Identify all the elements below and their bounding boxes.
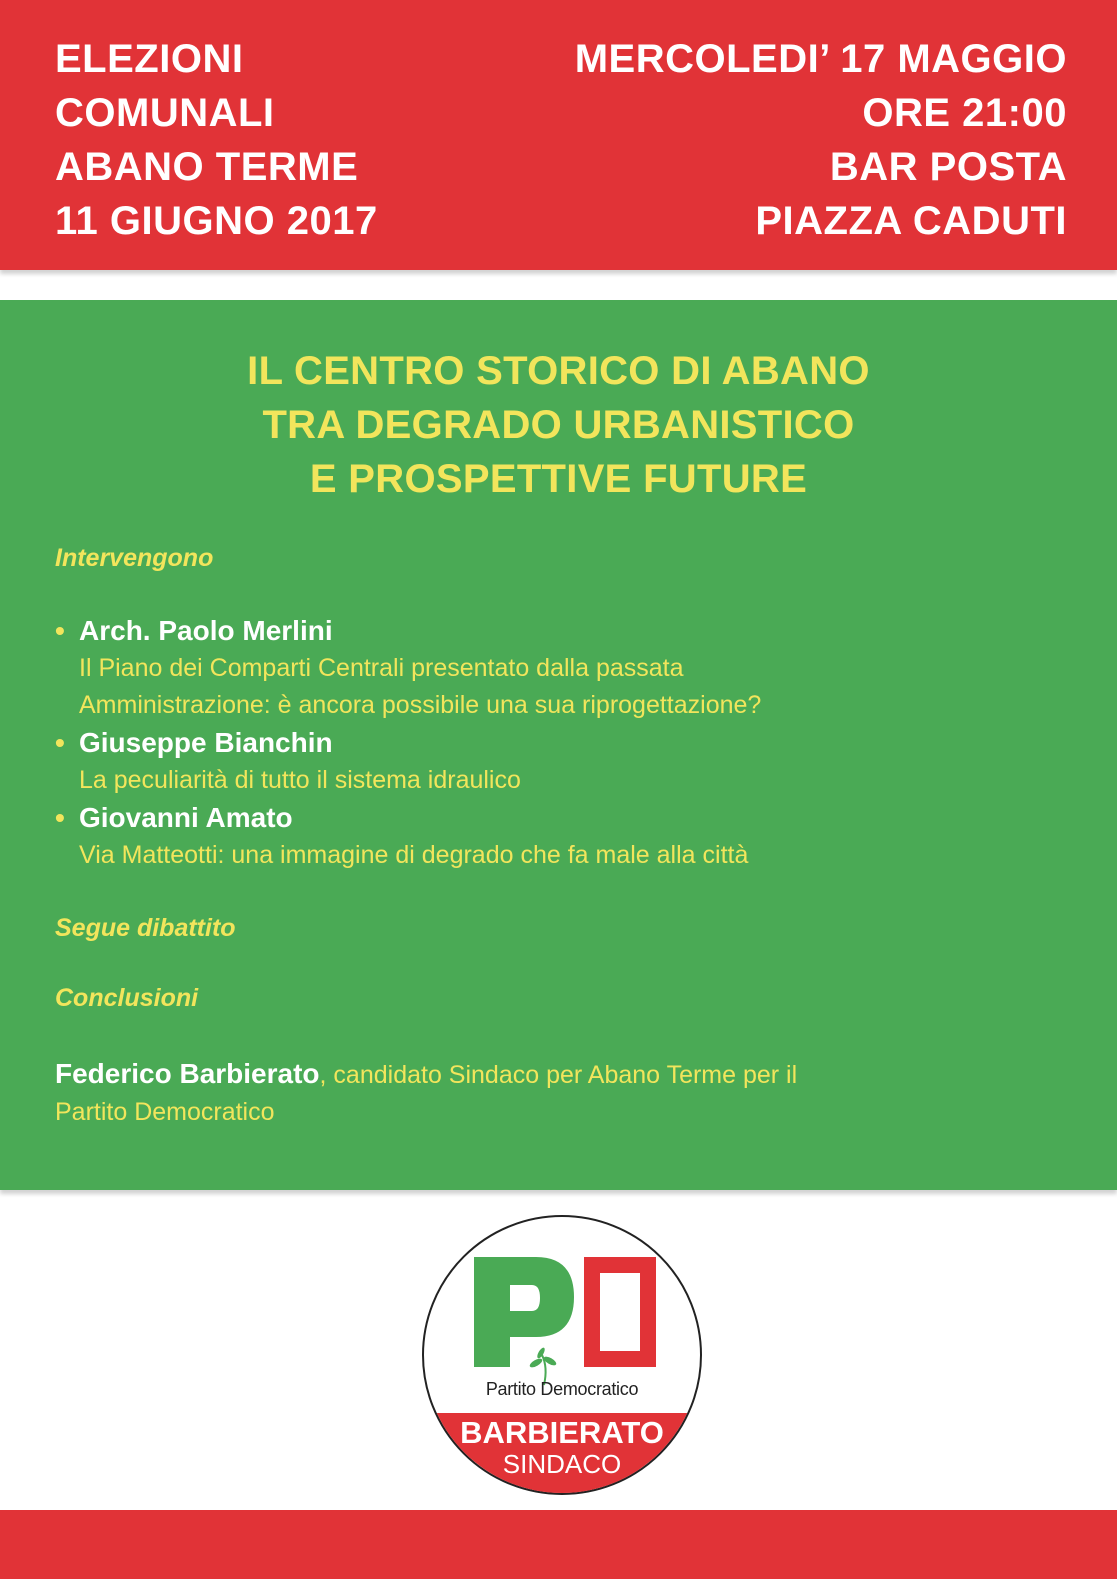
logo-role: SINDACO [502, 1449, 622, 1479]
bullet: • [55, 802, 65, 833]
headline-line: E PROSPETTIVE FUTURE [309, 457, 808, 501]
event-place: PIAZZA CADUTI [755, 199, 1067, 243]
event-time: ORE 21:00 [862, 91, 1067, 135]
speaker-topic: Il Piano dei Comparti Centrali presentato dalla passata [79, 654, 684, 682]
footer-band [0, 1510, 1117, 1579]
election-line: ELEZIONI [55, 37, 244, 81]
logo-candidate: BARBIERATO [460, 1415, 664, 1450]
pd-logo [422, 1215, 702, 1495]
event-venue: BAR POSTA [829, 145, 1067, 189]
election-line: COMUNALI [55, 91, 275, 135]
speaker-item [55, 612, 1075, 724]
speakers-label: Intervengono [55, 544, 214, 572]
candidate-description: , candidato Sindaco per Abano Terme per il [319, 1061, 798, 1089]
speakers-list [55, 612, 1075, 874]
event-info [575, 32, 1067, 248]
election-line: ABANO TERME [55, 145, 359, 189]
speaker-topic: Amministrazione: è ancora possibile una sua riprogettazione? [79, 691, 762, 719]
debate-label: Segue dibattito [55, 914, 236, 942]
conclusion-text [55, 1055, 1055, 1131]
bullet: • [55, 615, 65, 646]
candidate-name: Federico Barbierato [55, 1058, 320, 1089]
candidate-party: Partito Democratico [55, 1098, 275, 1126]
speaker-name: Giuseppe Bianchin [79, 727, 333, 758]
speaker-item [55, 724, 1075, 799]
headline-line: IL CENTRO STORICO DI ABANO [247, 349, 870, 393]
speaker-name: Arch. Paolo Merlini [79, 615, 333, 646]
speaker-item [55, 799, 1075, 874]
speaker-topic: La peculiarità di tutto il sistema idraulico [79, 766, 521, 794]
speaker-topic: Via Matteotti: una immagine di degrado che fa male alla città [79, 841, 749, 869]
election-line: 11 GIUGNO 2017 [55, 199, 378, 243]
logo-party-name: Partito Democratico [485, 1379, 639, 1399]
event-date: MERCOLEDI’ 17 MAGGIO [574, 37, 1067, 81]
speaker-name: Giovanni Amato [79, 802, 293, 833]
conclusions-label: Conclusioni [55, 984, 199, 1012]
bullet: • [55, 727, 65, 758]
headline-line: TRA DEGRADO URBANISTICO [262, 403, 855, 447]
headline [0, 344, 1117, 506]
header-band [0, 0, 1117, 270]
main-panel [0, 300, 1117, 1190]
election-info [55, 32, 378, 248]
pd-logo-p-shape [474, 1257, 574, 1367]
